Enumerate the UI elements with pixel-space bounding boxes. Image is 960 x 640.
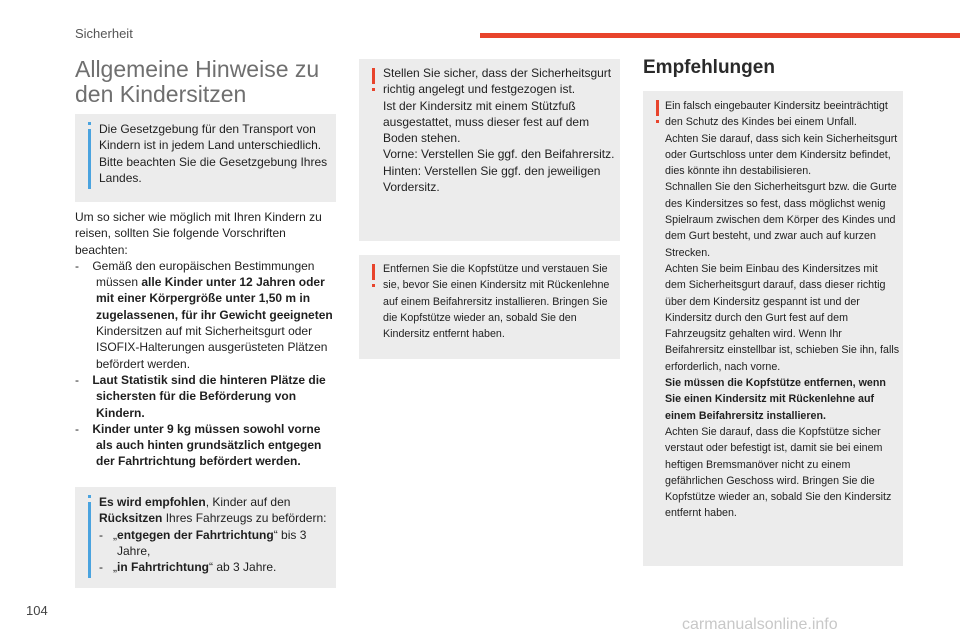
info-text-recommendation: Es wird empfohlen, Kinder auf den Rücksitzen Ihres Fahrzeugs zu befördern: — [99, 495, 327, 526]
list-item: - Laut Statistik sind die hinteren Plätze die sichersten für die Beförderung von Kindern. — [75, 372, 326, 420]
info-box-recommendation — [75, 487, 336, 588]
recommendation-paragraph: Achten Sie beim Einbau des Kindersitzes mit dem Sicherheitsgurt darauf, dass dieser richtig über dem Kindersitz gespannt ist und der Kindersitz durch den Gurt fest auf dem Fahrzeugsitz gehalten wird. Wenn Ihr Beifahrersitz einstellbar ist, schieben Sie ihn, falls erforderlich, nach vorne. — [665, 262, 900, 373]
watermark: carmanualsonline.info — [682, 616, 838, 633]
list-item: - Kinder unter 9 kg müssen sowohl vorne als auch hinten grundsätzlich entgegen der Fahrtrichtung befördert werden. — [75, 421, 322, 469]
warning-box-recommendations — [643, 91, 903, 566]
info-bar-icon — [88, 502, 91, 578]
warning-text-headrest: Entfernen Sie die Kopfstütze und verstauen Sie sie, bevor Sie einen Kindersitz mit Rückenlehne auf einem Beifahrersitz installieren. Bringen Sie die Kopfstütze wieder an, sobald Sie den Kindersitz entfernt haben. — [383, 263, 610, 341]
warning-box-headrest — [359, 255, 620, 359]
section-title-empfehlungen: Empfehlungen — [643, 57, 775, 78]
info-box-legislation — [75, 114, 336, 202]
recommendation-paragraph-bold: Sie müssen die Kopfstütze entfernen, wenn Sie einen Kindersitz mit Rückenlehne auf einem Beifahrersitz installieren. — [665, 377, 886, 422]
intro-block — [75, 209, 335, 470]
recommendation-paragraph: Achten Sie darauf, dass sich kein Sicherheitsgurt oder Gurtschloss unter dem Kindersitz befindet, dies könnte ihn destabilisieren. — [665, 132, 898, 178]
warning-box-seatbelt — [359, 59, 620, 241]
recommendation-paragraph: Ein falsch eingebauter Kindersitz beeinträchtigt den Schutz des Kindes bei einem Unfall. — [665, 100, 888, 129]
info-bar-icon — [88, 129, 91, 189]
header-accent-bar — [480, 33, 960, 38]
info-text-legislation: Die Gesetzgebung für den Transport von Kindern ist in jedem Land unterschiedlich. Bitte beachten Sie die Gesetzgebung Ihres Landes. — [99, 122, 328, 185]
warning-bar-icon — [656, 100, 659, 116]
list-item: - „entgegen der Fahrtrichtung“ bis 3 Jahre, — [99, 527, 307, 558]
page-number: 104 — [26, 603, 48, 618]
list-item: - Gemäß den europäischen Bestimmungen müssen alle Kinder unter 12 Jahren oder mit einer Körpergröße unter 1,50 m in zugelassenen, für ihr Gewicht geeigneten Kindersitzen auf mit Sicherheitsgurt oder ISOFIX-Halterungen ausgerüsteten Plätzen befördert werden. — [75, 258, 333, 371]
header-section-title: Sicherheit — [75, 26, 133, 41]
page-title: Allgemeine Hinweise zu den Kindersitzen — [75, 56, 320, 107]
recommendation-paragraph: Schnallen Sie den Sicherheitsgurt bzw. die Gurte des Kindersitzes so fest, dass möglichst wenig Spielraum zwischen dem Körper des Kindes und dem Gurt besteht, und zwar auch auf kurzen Strecken. — [665, 181, 897, 259]
warning-text-line: Vorne: Verstellen Sie ggf. den Beifahrersitz. — [383, 147, 615, 162]
warning-bar-icon — [372, 264, 375, 280]
list-item: - „in Fahrtrichtung“ ab 3 Jahre. — [99, 560, 277, 575]
warning-bar-icon — [372, 68, 375, 84]
warning-text-line: Ist der Kindersitz mit einem Stützfuß ausgestattet, muss dieser fest auf dem Boden stehen. — [383, 98, 590, 146]
warning-text-line: Hinten: Verstellen Sie ggf. den jeweiligen Vordersitz. — [383, 163, 601, 195]
recommendation-paragraph: Achten Sie darauf, dass die Kopfstütze sicher verstaut oder befestigt ist, damit sie bei einem heftigen Bremsmanöver nicht zu einem gefährlichen Geschoss wird. Bringen Sie die Kopfstütze wieder an, sobald Sie den Kindersitz entfernt haben. — [665, 425, 892, 520]
warning-text-line: Stellen Sie sicher, dass der Sicherheitsgurt richtig angelegt und festgezogen ist. — [383, 66, 612, 97]
intro-text: Um so sicher wie möglich mit Ihren Kindern zu reisen, sollten Sie folgende Vorschriften beachten: — [75, 210, 322, 257]
